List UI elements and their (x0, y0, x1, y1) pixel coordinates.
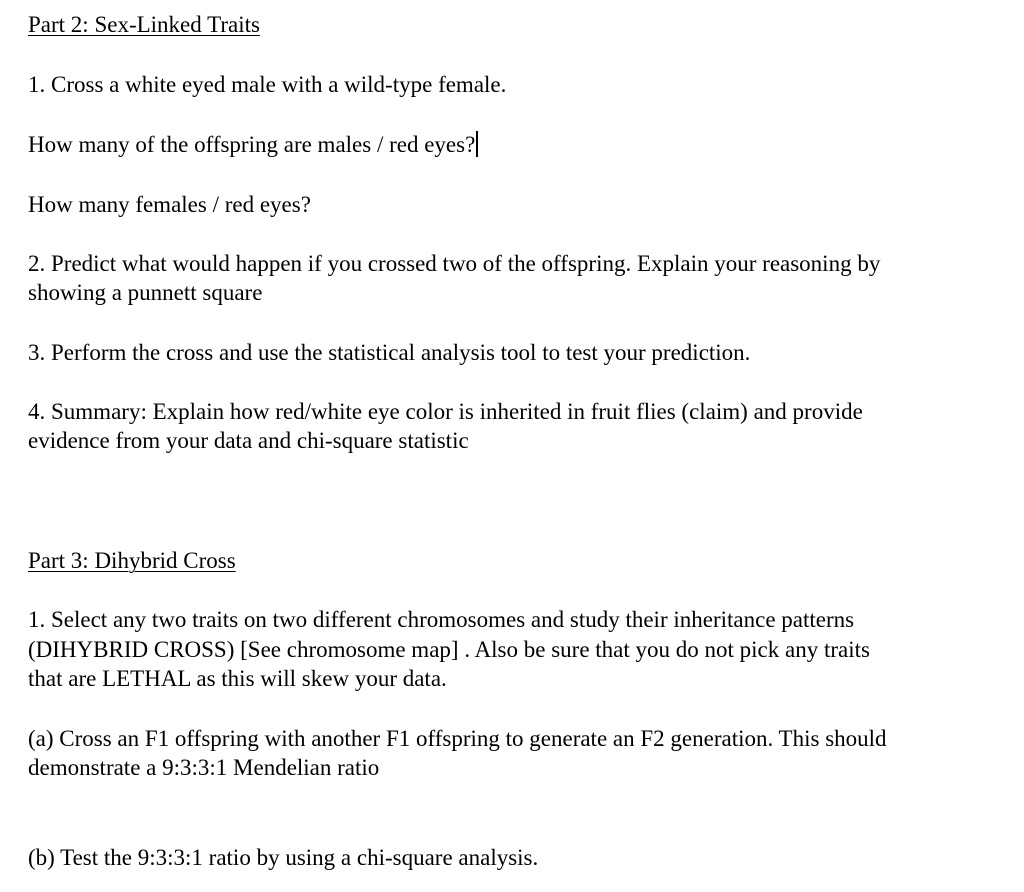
part3-question-a-line1: (a) Cross an F1 offspring with another F1 offspring to generate an F2 generation. This should (28, 726, 887, 751)
part3-question-1-line2: (DIHYBRID CROSS) [See chromosome map] . Also be sure that you do not pick any traits (28, 637, 870, 662)
part3-heading: Part 3: Dihybrid Cross (28, 548, 236, 573)
part2-question-1a-text: How many of the offspring are males / red eyes? (28, 132, 476, 157)
part2-question-3: 3. Perform the cross and use the statistical analysis tool to test your prediction. (28, 340, 751, 365)
part3-question-1-line1: 1. Select any two traits on two different chromosomes and study their inheritance patterns (28, 607, 855, 632)
part2-question-4-line1: 4. Summary: Explain how red/white eye color is inherited in fruit flies (claim) and provide (28, 399, 863, 424)
part2-question-1: 1. Cross a white eyed male with a wild-type female. (28, 72, 507, 97)
part3-question-b: (b) Test the 9:3:3:1 ratio by using a chi-square analysis. (28, 845, 539, 870)
part3-question-1-line3: that are LETHAL as this will skew your data. (28, 666, 447, 691)
part2-question-1a[interactable] (28, 130, 478, 159)
part2-question-2-line2: showing a punnett square (28, 280, 263, 305)
text-cursor (476, 131, 478, 157)
part2-question-2-line1: 2. Predict what would happen if you crossed two of the offspring. Explain your reasoning by (28, 251, 881, 276)
part2-heading: Part 2: Sex-Linked Traits (28, 12, 260, 37)
part3-question-a-line2: demonstrate a 9:3:3:1 Mendelian ratio (28, 755, 380, 780)
part2-question-4-line2: evidence from your data and chi-square statistic (28, 428, 469, 453)
part2-question-1b: How many females / red eyes? (28, 192, 311, 217)
